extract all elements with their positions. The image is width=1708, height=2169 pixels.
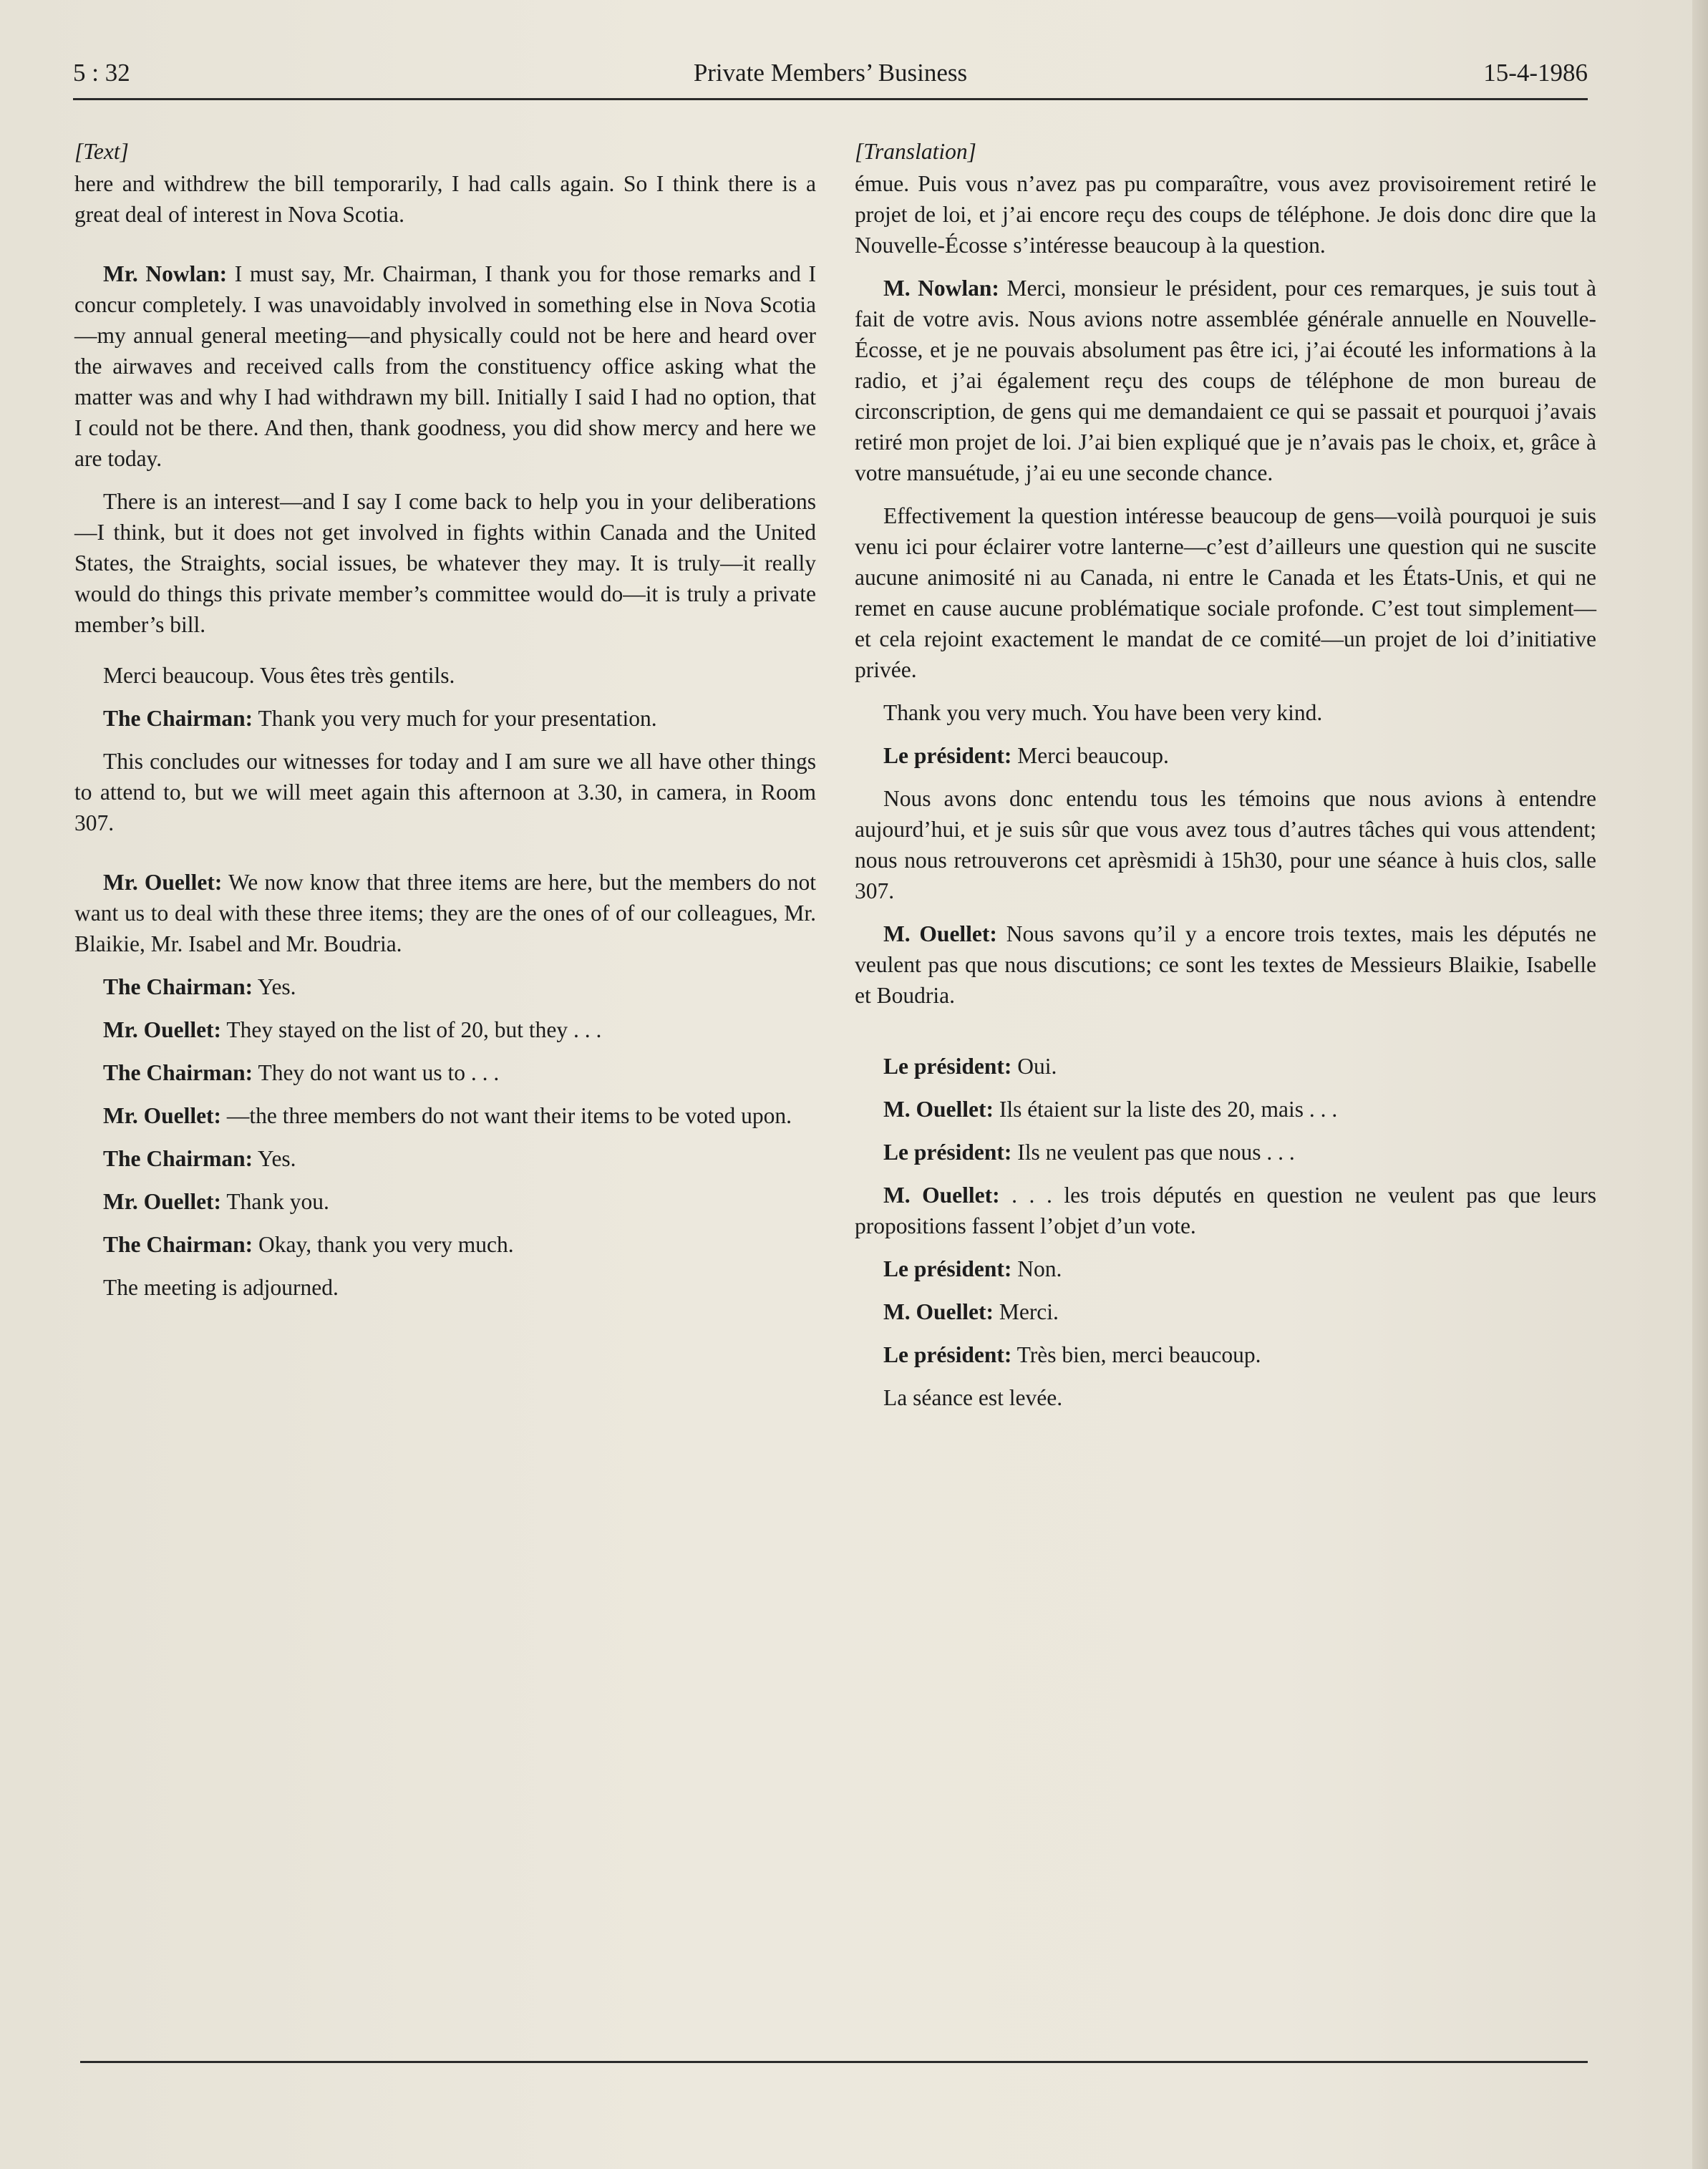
- speaker-name: Mr. Ouellet:: [103, 1103, 222, 1128]
- paragraph: Mr. Ouellet: They stayed on the list of 20, but they . . .: [103, 1017, 602, 1042]
- header-date: 15-4-1986: [1483, 59, 1588, 87]
- running-header: [73, 59, 1588, 94]
- paragraph: The Chairman: They do not want us to . . .: [103, 1060, 500, 1085]
- speaker-name: Le président:: [883, 1256, 1012, 1281]
- speaker-name: M. Ouellet:: [883, 1097, 994, 1122]
- paragraph: Effectivement la question intéresse beaucoup de gens—voilà pourquoi je suis venu ici pour éclairer votre lanterne—c’est d’ailleurs une question qui ne suscite aucune animosité ni au Canada, ni entre le Canada et les États-Unis, et qui ne remet en cause aucune problématique sociale profonde. C’est tout simplement—et cela rejoint exactement le mandat de ce comité—un projet de loi d’initiative privée.: [855, 503, 1596, 682]
- paragraph: émue. Puis vous n’avez pas pu comparaître, vous avez provisoirement retiré le projet de loi, et j’ai encore reçu des coups de téléphone. Je dois donc dire que la Nouvelle-Écosse s’intéresse beaucoup à la question.: [855, 171, 1596, 258]
- paragraph: M. Ouellet: Ils étaient sur la liste des 20, mais . . .: [883, 1097, 1338, 1122]
- paragraph: Mr. Ouellet: We now know that three items are here, but the members do not want us to deal with these three items; they are the ones of of our colleagues, Mr. Blaikie, Mr. Isabel and Mr. Boudria.: [74, 870, 817, 956]
- speaker-name: The Chairman:: [103, 974, 253, 999]
- paragraph: Le président: Non.: [883, 1256, 1062, 1281]
- paragraph: M. Nowlan: Merci, monsieur le président, pour ces remarques, je suis tout à fait de votre avis. Nous avions notre assemblée générale annuelle en Nouvelle-Écosse, et je ne pouvais absolument pas être ici, j’ai écouté les informations à la radio, et j’ai également reçu des coups de téléphone de mon bureau de circonscription, de gens qui me demandaient ce qui se passait et pourquoi j’avais retiré mon projet de loi. J’ai bien expliqué que je n’avais pas le choix, et, grâce à votre mansuétude, j’ai eu une seconde chance.: [855, 276, 1596, 485]
- column-label: [Translation]: [855, 139, 976, 164]
- paragraph: Merci beaucoup. Vous êtes très gentils.: [103, 663, 455, 688]
- speaker-name: Le président:: [883, 1054, 1012, 1079]
- speaker-name: Mr. Ouellet:: [103, 1017, 222, 1042]
- paragraph: M. Ouellet: . . . les trois députés en question ne veulent pas que leurs propositions fassent l’objet d’un vote.: [855, 1183, 1596, 1238]
- speaker-name: Mr. Nowlan:: [103, 261, 228, 286]
- paragraph: Le président: Très bien, merci beaucoup.: [883, 1342, 1261, 1367]
- paragraph: Thank you very much. You have been very kind.: [883, 700, 1323, 725]
- paragraph: The Chairman: Thank you very much for your presentation.: [103, 706, 657, 731]
- paragraph: Le président: Merci beaucoup.: [883, 743, 1169, 768]
- paragraph: M. Ouellet: Nous savons qu’il y a encore trois textes, mais les députés ne veulent pas que nous discutions; ce sont les textes de Messieurs Blaikie, Isabelle et Boudria.: [855, 921, 1597, 1008]
- paragraph: La séance est levée.: [883, 1385, 1063, 1410]
- speaker-name: The Chairman:: [103, 1146, 253, 1171]
- paragraph: here and withdrew the bill temporarily, I had calls again. So I think there is a great deal of interest in Nova Scotia.: [74, 171, 816, 227]
- page-number: 5 : 32: [73, 59, 130, 87]
- footer-rule: [80, 2061, 1588, 2063]
- speaker-name: The Chairman:: [103, 1232, 253, 1257]
- header-rule: [73, 98, 1588, 100]
- paragraph: The Chairman: Okay, thank you very much.: [103, 1232, 514, 1257]
- paragraph: M. Ouellet: Merci.: [883, 1299, 1059, 1324]
- paragraph: Le président: Ils ne veulent pas que nous . . .: [883, 1140, 1295, 1165]
- paragraph: The meeting is adjourned.: [103, 1275, 339, 1300]
- paragraph: There is an interest—and I say I come back to help you in your deliberations—I think, but it does not get involved in fights within Canada and the United States, the Straights, social issues, be whatever they may. It is truly—it really would do things this private member’s committee would do—it is truly a private member’s bill.: [74, 489, 816, 637]
- speaker-name: Le président:: [883, 1342, 1012, 1367]
- speaker-name: Mr. Ouellet:: [103, 870, 223, 895]
- paragraph: Mr. Ouellet: Thank you.: [103, 1189, 329, 1214]
- column-translation: [855, 136, 1596, 1425]
- paragraph: Mr. Nowlan: I must say, Mr. Chairman, I thank you for those remarks and I concur completely. I was unavoidably involved in something else in Nova Scotia—my annual general meeting—and physically could not be here and heard over the airwaves and received calls from the constituency office asking what the matter was and why I had withdrawn my bill. Initially I said I had no option, that I could not be there. And then, thank goodness, you did show mercy and here we are today.: [74, 261, 816, 471]
- speaker-name: Le président:: [883, 743, 1012, 768]
- paragraph: The Chairman: Yes.: [103, 974, 296, 999]
- speaker-name: Mr. Ouellet:: [103, 1189, 222, 1214]
- paragraph: Nous avons donc entendu tous les témoins que nous avions à entendre aujourd’hui, et je suis sûr que vous avez tous d’autres tâches qui vous attendent; nous nous retrouverons cet aprèsmidi à 15h30, pour une séance à huis clos, salle 307.: [855, 786, 1596, 903]
- page-edge-shadow: [1692, 0, 1708, 2169]
- paragraph: Le président: Oui.: [883, 1054, 1057, 1079]
- paragraph: Mr. Ouellet: —the three members do not want their items to be voted upon.: [103, 1103, 792, 1128]
- paragraph: The Chairman: Yes.: [103, 1146, 296, 1171]
- speaker-name: The Chairman:: [103, 1060, 253, 1085]
- header-title: Private Members’ Business: [693, 59, 968, 87]
- column-label: [Text]: [74, 139, 129, 164]
- paragraph: This concludes our witnesses for today and I am sure we all have other things to attend to, but we will meet again this afternoon at 3.30, in camera, in Room 307.: [74, 749, 816, 835]
- column-english: [74, 136, 816, 1315]
- speaker-name: M. Ouellet:: [883, 921, 997, 946]
- speaker-name: Le président:: [883, 1140, 1012, 1165]
- speaker-name: The Chairman:: [103, 706, 253, 731]
- speaker-name: M. Ouellet:: [883, 1299, 994, 1324]
- speaker-name: M. Ouellet:: [883, 1183, 1000, 1208]
- speaker-name: M. Nowlan:: [883, 276, 999, 301]
